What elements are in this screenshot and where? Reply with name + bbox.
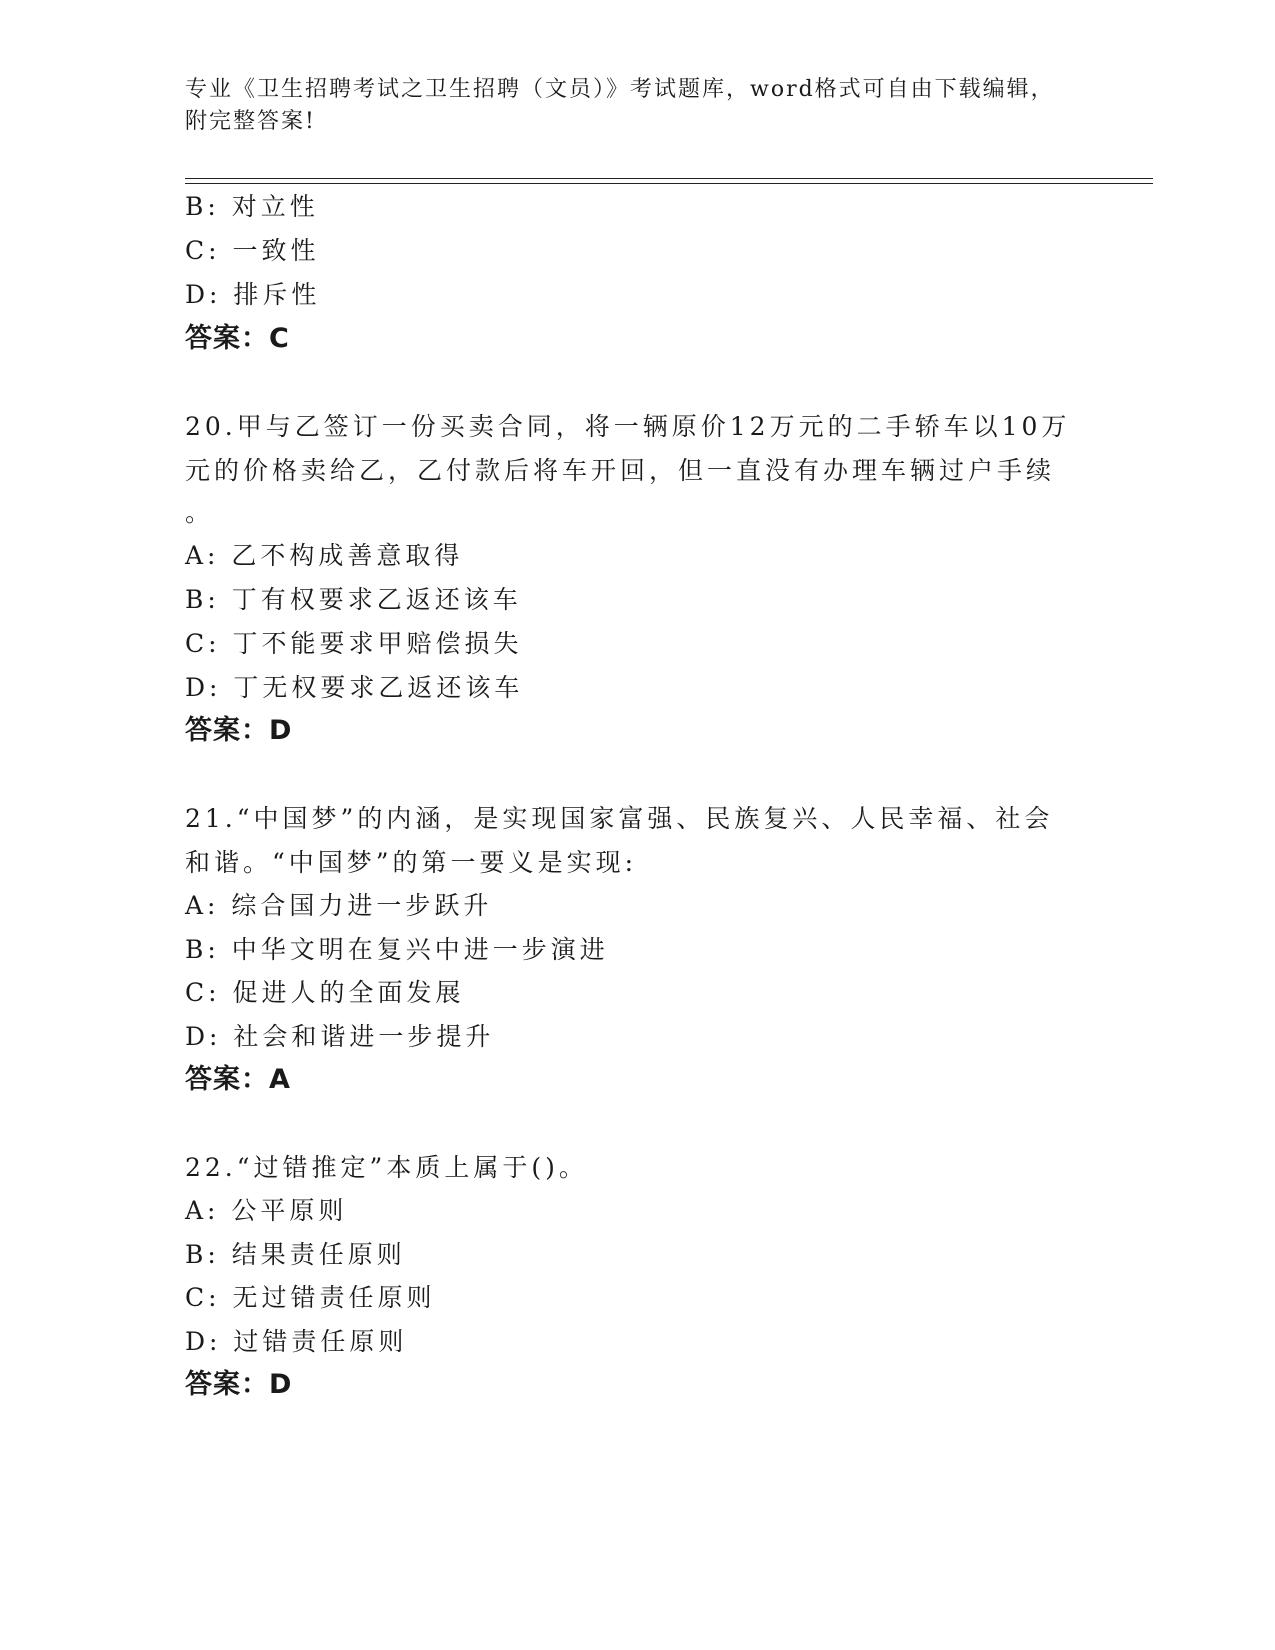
q20-stem-line2: 元的价格卖给乙，乙付款后将车开回，但一直没有办理车辆过户手续 [185, 456, 1056, 485]
q19-option-b: B: 对立性 [185, 192, 319, 221]
q20-option-d: D: 丁无权要求乙返还该车 [185, 673, 524, 702]
q19-option-d: D: 排斥性 [185, 280, 321, 309]
q21-stem-line2: 和谐。“中国梦”的第一要义是实现: [185, 848, 637, 877]
q21-option-b: B: 中华文明在复兴中进一步演进 [185, 935, 609, 964]
q20-stem-line1: 20.甲与乙签订一份买卖合同，将一辆原价12万元的二手轿车以10万 [185, 412, 1071, 441]
q21-answer: 答案：A [185, 1064, 291, 1095]
q21-option-a: A: 综合国力进一步跃升 [185, 891, 493, 920]
q20-stem-line3: 。 [185, 498, 215, 527]
q20-option-a: A: 乙不构成善意取得 [185, 541, 464, 570]
q22-option-d: D: 过错责任原则 [185, 1327, 408, 1356]
q19-answer: 答案：C [185, 323, 290, 354]
q20-option-b: B: 丁有权要求乙返还该车 [185, 585, 522, 614]
q22-answer: 答案：D [185, 1369, 293, 1400]
document-header: 专业《卫生招聘考试之卫生招聘（文员）》考试题库，word格式可自由下载编辑，附完整答案! [185, 77, 1055, 134]
q22-option-b: B: 结果责任原则 [185, 1240, 406, 1269]
header-divider-top [185, 178, 1153, 179]
q21-option-c: C: 促进人的全面发展 [185, 978, 465, 1007]
q19-option-c: C: 一致性 [185, 236, 320, 265]
q22-stem-line1: 22.“过错推定”本质上属于()。 [185, 1153, 588, 1182]
q22-option-a: A: 公平原则 [185, 1196, 348, 1225]
header-divider-bottom [185, 183, 1153, 184]
q22-option-c: C: 无过错责任原则 [185, 1283, 436, 1312]
q20-option-c: C: 丁不能要求甲赔偿损失 [185, 629, 523, 658]
q20-answer: 答案：D [185, 715, 293, 746]
q21-stem-line1: 21.“中国梦”的内涵，是实现国家富强、民族复兴、人民幸福、社会 [185, 804, 1054, 833]
q21-option-d: D: 社会和谐进一步提升 [185, 1022, 495, 1051]
